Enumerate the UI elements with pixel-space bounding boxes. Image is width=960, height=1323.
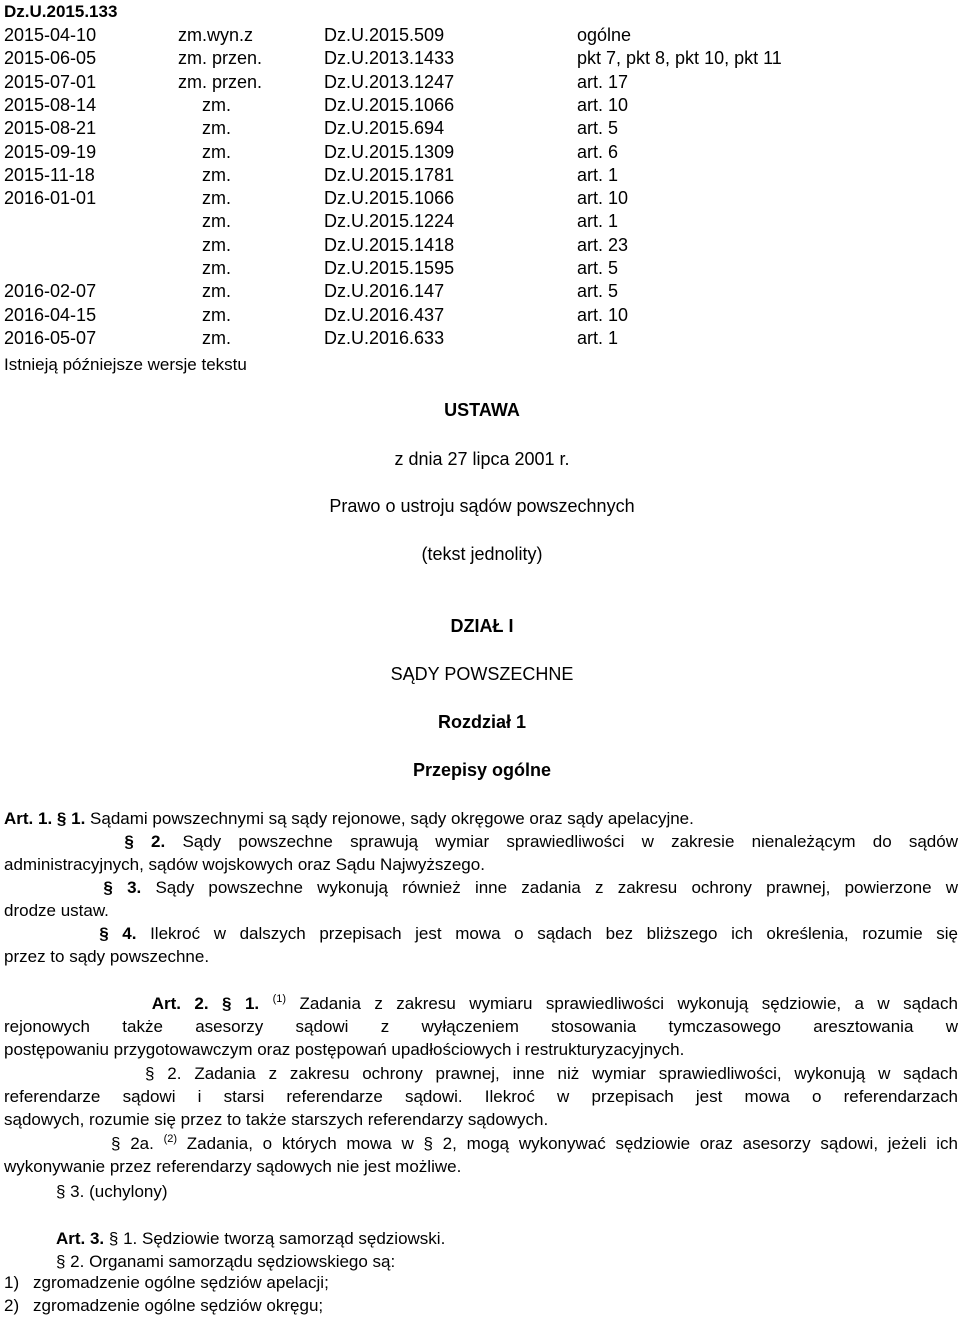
history-date: 2016-05-07: [4, 327, 97, 348]
art2-par1-line2: rejonowych także asesorzy sądowi z wyłączeniem stosowania tymczasowego aresztowania w: [4, 1017, 958, 1036]
art3-par2: § 2. Organami samorządu sędziowskiego są:: [55, 1252, 396, 1271]
history-scope: ogólne: [577, 25, 632, 45]
division-heading: DZIAŁ I: [450, 616, 514, 636]
history-journal-ref: Dz.U.2016.147: [324, 281, 445, 302]
history-change-type: zm.: [202, 304, 231, 325]
history-change-type: zm.: [202, 281, 231, 302]
act-date: z dnia 27 lipca 2001 r.: [394, 449, 570, 469]
history-change-type: zm.: [202, 188, 231, 209]
history-date: 2015-07-01: [4, 71, 97, 92]
history-change-type: zm.: [202, 164, 231, 185]
art2-par2a-cont: wykonywanie przez referendarzy sądowych nie jest możliwe.: [4, 1157, 462, 1176]
section-sign: §: [222, 994, 232, 1013]
history-scope: art. 10: [577, 94, 629, 115]
history-journal-ref: Dz.U.2013.1247: [324, 71, 455, 92]
history-change-type: zm.wyn.z: [178, 25, 254, 45]
history-date: 2015-08-21: [4, 118, 97, 139]
art1-par1: Art. 1. § 1. Sądami powszechnymi są sądy rejonowe, sądy okręgowe oraz sądy apelacyjne.: [4, 809, 694, 828]
art1-par4-cont: przez to sądy powszechne.: [4, 947, 210, 966]
chapter-title: Przepisy ogólne: [412, 760, 552, 780]
section-sign: §: [423, 1134, 433, 1153]
history-date: 2015-04-10: [4, 25, 97, 45]
art2-par2-line2: referendarze sądowi i starsi referendarze sądowi. Ilekroć w przepisach jest mowa o referendarzach: [4, 1087, 958, 1106]
art2-par2a: § 2a. $^{(2)}$ Zadania, o których mowa w § 2, mogą wykonywać sędziowie oraz asesorzy sądowi, jeżeli ich: [111, 1133, 958, 1153]
history-change-type: zm. przen.: [178, 71, 263, 92]
art2-par1: Art. 2. § 1. $^{(1)}$ Zadania z zakresu wymiaru sprawiedliwości wykonują sędziowie, a w sądach: [151, 993, 958, 1013]
art1-par3: § 3. Sądy powszechne wykonują również inne zadania z zakresu ochrony prawnej, powierzone w: [103, 878, 958, 897]
history-scope: art. 1: [577, 164, 619, 185]
history-date: 2016-04-15: [4, 304, 97, 325]
section-sign: §: [108, 1229, 119, 1248]
art1-par4: § 4. Ilekroć w dalszych przepisach jest mowa o sądach bez bliższego ich określenia, rozumie się: [99, 924, 959, 943]
art2-par3: § 3. (uchylony): [55, 1182, 168, 1201]
section-sign: §: [55, 1182, 66, 1201]
history-change-type: zm.: [202, 118, 231, 139]
art3-par1: Art. 3. § 1. Sędziowie tworzą samorząd sędziowski.: [55, 1229, 446, 1248]
history-change-type: zm.: [202, 258, 231, 278]
history-journal-ref: Dz.U.2015.1066: [324, 188, 455, 209]
history-scope: art. 5: [577, 118, 619, 139]
history-scope: art. 10: [577, 188, 629, 209]
history-scope: pkt 7, pkt 8, pkt 10, pkt 11: [577, 48, 782, 69]
history-journal-ref: Dz.U.2015.509: [324, 25, 445, 45]
history-change-type: zm.: [202, 234, 231, 255]
act-note: (tekst jednolity): [421, 544, 543, 564]
section-sign: §: [56, 809, 67, 828]
history-journal-ref: Dz.U.2015.1781: [324, 164, 455, 185]
later-versions-note: Istnieją późniejsze wersje tekstu: [4, 355, 247, 374]
history-journal-ref: Dz.U.2015.1066: [324, 94, 455, 115]
history-scope: art. 23: [577, 234, 629, 255]
history-journal-ref: Dz.U.2013.1433: [324, 48, 455, 69]
history-change-type: zm.: [202, 211, 231, 232]
history-journal-ref: Dz.U.2015.1595: [324, 258, 455, 278]
section-sign: §: [145, 1064, 155, 1083]
history-journal-ref: Dz.U.2015.1224: [324, 211, 455, 232]
history-journal-ref: Dz.U.2015.1418: [324, 234, 455, 255]
history-date: 2015-06-05: [4, 48, 97, 69]
art1-par3-cont: drodze ustaw.: [4, 901, 109, 920]
history-journal-ref: Dz.U.2015.1309: [324, 141, 455, 162]
history-change-type: zm.: [202, 94, 231, 115]
art1-par2-cont: administracyjnych, sądów wojskowych oraz Sądu Najwyższego.: [4, 855, 485, 874]
art1-par2: § 2. Sądy powszechne sprawują wymiar sprawiedliwości w zakresie nienależącym do sądów: [124, 832, 958, 851]
section-sign: §: [99, 924, 109, 943]
section-sign: §: [55, 1252, 66, 1271]
art2-par1-line3: postępowaniu przygotowawczym oraz postępowań upadłościowych i restrukturyzacyjnych.: [4, 1040, 685, 1059]
history-scope: art. 17: [577, 71, 629, 92]
section-sign: §: [124, 832, 134, 851]
history-date: 2016-02-07: [4, 281, 97, 302]
history-journal-ref: Dz.U.2016.437: [324, 304, 445, 325]
journal-reference: Dz.U.2015.133: [4, 2, 118, 21]
history-scope: art. 5: [577, 281, 619, 302]
section-sign: §: [103, 878, 113, 897]
history-date: 2015-08-14: [4, 94, 97, 115]
history-date: 2016-01-01: [4, 188, 97, 209]
section-sign: §: [111, 1134, 121, 1153]
art2-par2: § 2. Zadania z zakresu ochrony prawnej, inne niż wymiar sprawiedliwości, wykonują w sądach: [145, 1064, 958, 1083]
history-scope: art. 6: [577, 141, 619, 162]
chapter-heading: Rozdział 1: [437, 712, 526, 732]
history-journal-ref: Dz.U.2016.633: [324, 327, 445, 348]
history-change-type: zm.: [202, 327, 231, 348]
art2-par2-line3: sądowych, rozumie się przez to także starszych referendarzy sądowych.: [4, 1110, 549, 1129]
history-date: 2015-11-18: [4, 164, 95, 185]
history-scope: art. 1: [577, 211, 619, 232]
history-change-type: zm.: [202, 141, 231, 162]
history-date: 2015-09-19: [4, 141, 97, 162]
history-scope: art. 1: [577, 327, 619, 348]
history-scope: art. 10: [577, 304, 629, 325]
history-scope: art. 5: [577, 258, 619, 278]
act-kind: USTAWA: [444, 400, 520, 420]
act-title: Prawo o ustroju sądów powszechnych: [329, 496, 635, 516]
history-journal-ref: Dz.U.2015.694: [324, 118, 445, 139]
history-change-type: zm. przen.: [178, 48, 263, 69]
division-title: SĄDY POWSZECHNE: [390, 664, 574, 684]
